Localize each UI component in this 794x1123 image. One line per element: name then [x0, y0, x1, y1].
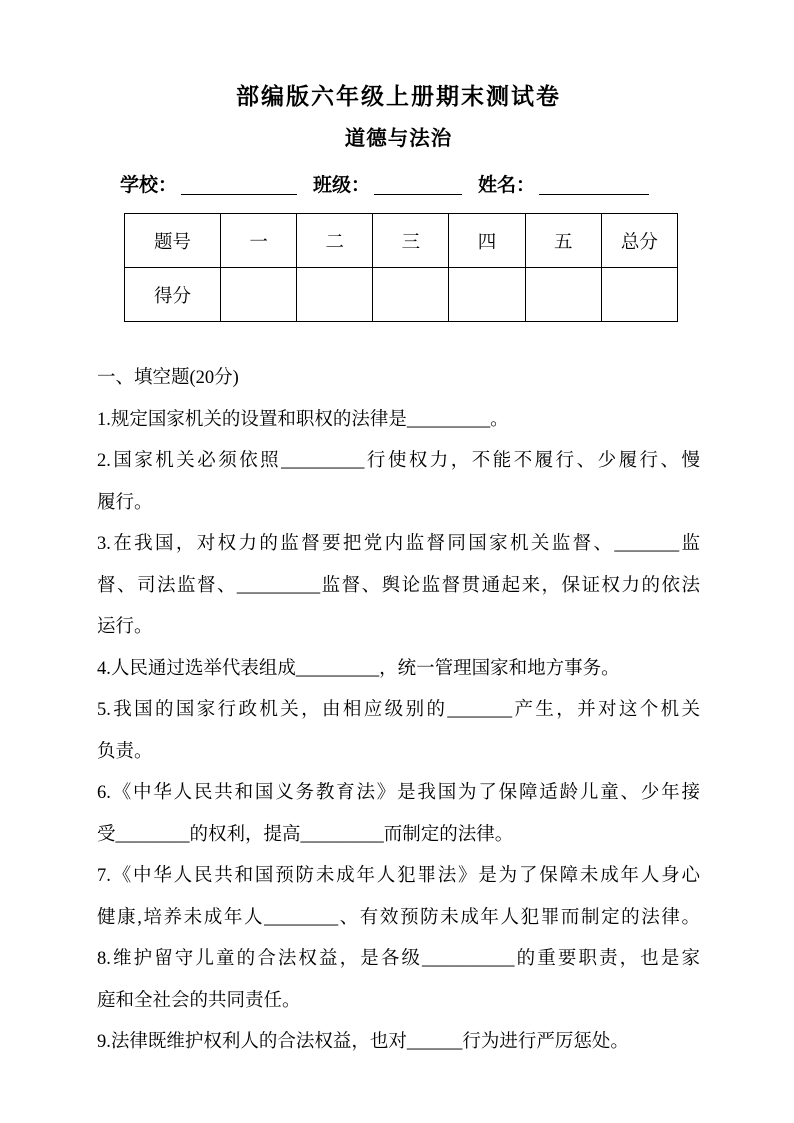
class-label: 班级： [313, 175, 371, 196]
question-8-line-2: 庭和全社会的共同责任。 [97, 990, 301, 1011]
score-cell-5[interactable] [525, 268, 601, 322]
score-table-header-row [125, 214, 678, 268]
name-label: 姓名： [478, 175, 536, 196]
school-field [120, 175, 297, 196]
score-table-header-col-2: 二 [297, 214, 373, 268]
question-3-line-1: 3.在我国，对权力的监督要把党内监督同国家机关监督、_______监 [97, 534, 700, 554]
question-8-line-1: 8.维护留守儿童的合法权益，是各级__________的重要职责，也是家 [97, 949, 700, 969]
question-6-line-1: 6.《中华人民共和国义务教育法》是我国为了保障适龄儿童、少年接 [97, 783, 700, 803]
score-cell-4[interactable] [449, 268, 525, 322]
score-table [124, 213, 678, 322]
question-6-line-2: 受________的权利，提高_________而制定的法律。 [97, 824, 514, 845]
score-table-header-col-3: 三 [373, 214, 449, 268]
question-7-line-1: 7.《中华人民共和国预防未成年人犯罪法》是为了保障未成年人身心 [97, 866, 700, 886]
score-cell-total[interactable] [601, 268, 677, 322]
question-3-line-3: 运行。 [97, 617, 153, 637]
name-blank-line[interactable] [539, 194, 649, 195]
question-7-line-2: 健康,培养未成年人________、有效预防未成年人犯罪而制定的法律。 [97, 907, 700, 928]
question-2-line-2: 履行。 [97, 492, 153, 513]
student-info-row [120, 172, 700, 199]
score-row-label: 得分 [125, 268, 221, 322]
score-table-header-col-4: 四 [449, 214, 525, 268]
question-4-line-1: 4.人民通过选举代表组成_________，统一管理国家和地方事务。 [97, 658, 620, 679]
page-title: 部编版六年级上册期末测试卷 [236, 84, 561, 109]
score-table-header-col-1: 一 [221, 214, 297, 268]
question-5-line-1: 5.我国的国家行政机关，由相应级别的_______产生，并对这个机关 [97, 700, 700, 720]
school-blank-line[interactable] [181, 194, 297, 195]
question-1-line-1: 1.规定国家机关的设置和职权的法律是_________。 [97, 409, 509, 430]
score-cell-2[interactable] [297, 268, 373, 322]
score-table-header-col-5: 五 [525, 214, 601, 268]
question-3-line-2: 督、司法监督、_________监督、舆论监督贯通起来，保证权力的依法 [97, 575, 700, 596]
score-table-header-question-number: 题号 [125, 214, 221, 268]
question-9-line-1: 9.法律既维护权利人的合法权益，也对______行为进行严厉惩处。 [97, 1032, 629, 1052]
class-field [313, 175, 462, 196]
name-field [478, 175, 649, 196]
school-label: 学校： [120, 175, 178, 196]
score-cell-1[interactable] [221, 268, 297, 322]
page-subtitle: 道德与法治 [344, 128, 453, 151]
question-2-line-1: 2.国家机关必须依照_________行使权力，不能不履行、少履行、慢 [97, 451, 700, 471]
score-table-score-row [125, 268, 678, 322]
question-5-line-2: 负责。 [97, 741, 153, 762]
score-cell-3[interactable] [373, 268, 449, 322]
section-heading: 一、填空题(20分) [97, 368, 239, 388]
question-section [97, 358, 700, 1064]
score-table-header-total: 总分 [601, 214, 677, 268]
class-blank-line[interactable] [374, 194, 462, 195]
